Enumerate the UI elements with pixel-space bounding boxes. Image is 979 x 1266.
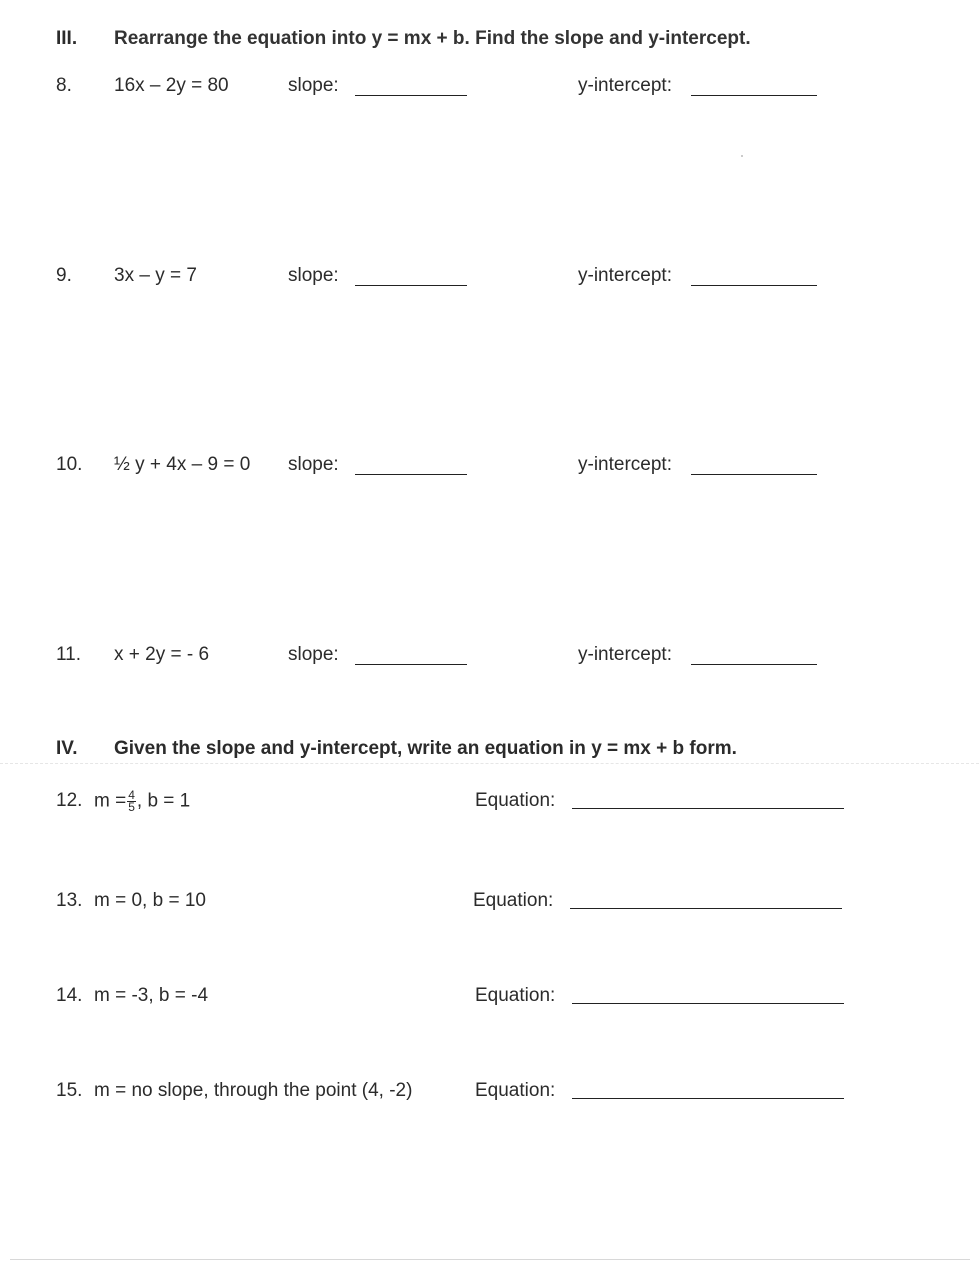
problem-14-number: 14. [56,985,83,1006]
problem-13-given: m = 0, b = 10 [94,890,206,911]
problem-10-slope-label: slope: [288,454,339,475]
section-4-numeral: IV. [56,738,78,759]
fraction-denominator: 5 [128,800,135,814]
section-3-instruction: Rearrange the equation into y = mx + b. Find the slope and y-intercept. [114,28,751,49]
problem-9-intercept-label: y-intercept: [578,265,672,286]
problem-12-given [94,790,190,813]
problem-10-intercept-label: y-intercept: [578,454,672,475]
fraction-numerator: 4 [128,788,135,802]
problem-12-b-value: , b = 1 [136,790,191,812]
problem-12-m-prefix: m = [94,790,127,812]
problem-11-slope-label: slope: [288,644,339,665]
problem-10-intercept-blank[interactable] [691,474,817,475]
scan-speck [741,155,743,157]
section-3-numeral: III. [56,28,78,49]
problem-14-given: m = -3, b = -4 [94,985,209,1006]
problem-15-number: 15. [56,1080,83,1101]
problem-9-number: 9. [56,265,72,286]
problem-14-equation-label: Equation: [475,985,556,1006]
problem-15-equation-blank[interactable] [572,1098,844,1099]
problem-15-given: m = no slope, through the point (4, -2) [94,1080,413,1101]
problem-11-intercept-label: y-intercept: [578,644,672,665]
problem-12-equation-blank[interactable] [572,808,844,809]
problem-13-number: 13. [56,890,83,911]
problem-12-number: 12. [56,790,83,811]
problem-11-number: 11. [56,644,82,665]
problem-13-equation-blank[interactable] [570,908,842,909]
problem-10-equation: ½ y + 4x – 9 = 0 [114,454,251,475]
problem-9-intercept-blank[interactable] [691,285,817,286]
problem-13-equation-label: Equation: [473,890,554,911]
problem-8-slope-label: slope: [288,75,339,96]
problem-9-slope-label: slope: [288,265,339,286]
problem-9-equation: 3x – y = 7 [114,265,197,286]
problem-11-intercept-blank[interactable] [691,664,817,665]
problem-11-equation: x + 2y = - 6 [114,644,210,665]
problem-8-number: 8. [56,75,72,96]
problem-8-intercept-blank[interactable] [691,95,817,96]
section-divider [0,763,979,764]
page-bottom-edge [10,1259,970,1260]
problem-11-slope-blank[interactable] [355,664,467,665]
problem-10-slope-blank[interactable] [355,474,467,475]
problem-8-intercept-label: y-intercept: [578,75,672,96]
section-4-instruction: Given the slope and y-intercept, write an equation in y = mx + b form. [114,738,737,759]
problem-8-equation: 16x – 2y = 80 [114,75,229,96]
problem-12-fraction [127,790,136,813]
problem-12-equation-label: Equation: [475,790,556,811]
problem-15-equation-label: Equation: [475,1080,556,1101]
problem-14-equation-blank[interactable] [572,1003,844,1004]
problem-9-slope-blank[interactable] [355,285,467,286]
problem-8-slope-blank[interactable] [355,95,467,96]
problem-10-number: 10. [56,454,83,475]
